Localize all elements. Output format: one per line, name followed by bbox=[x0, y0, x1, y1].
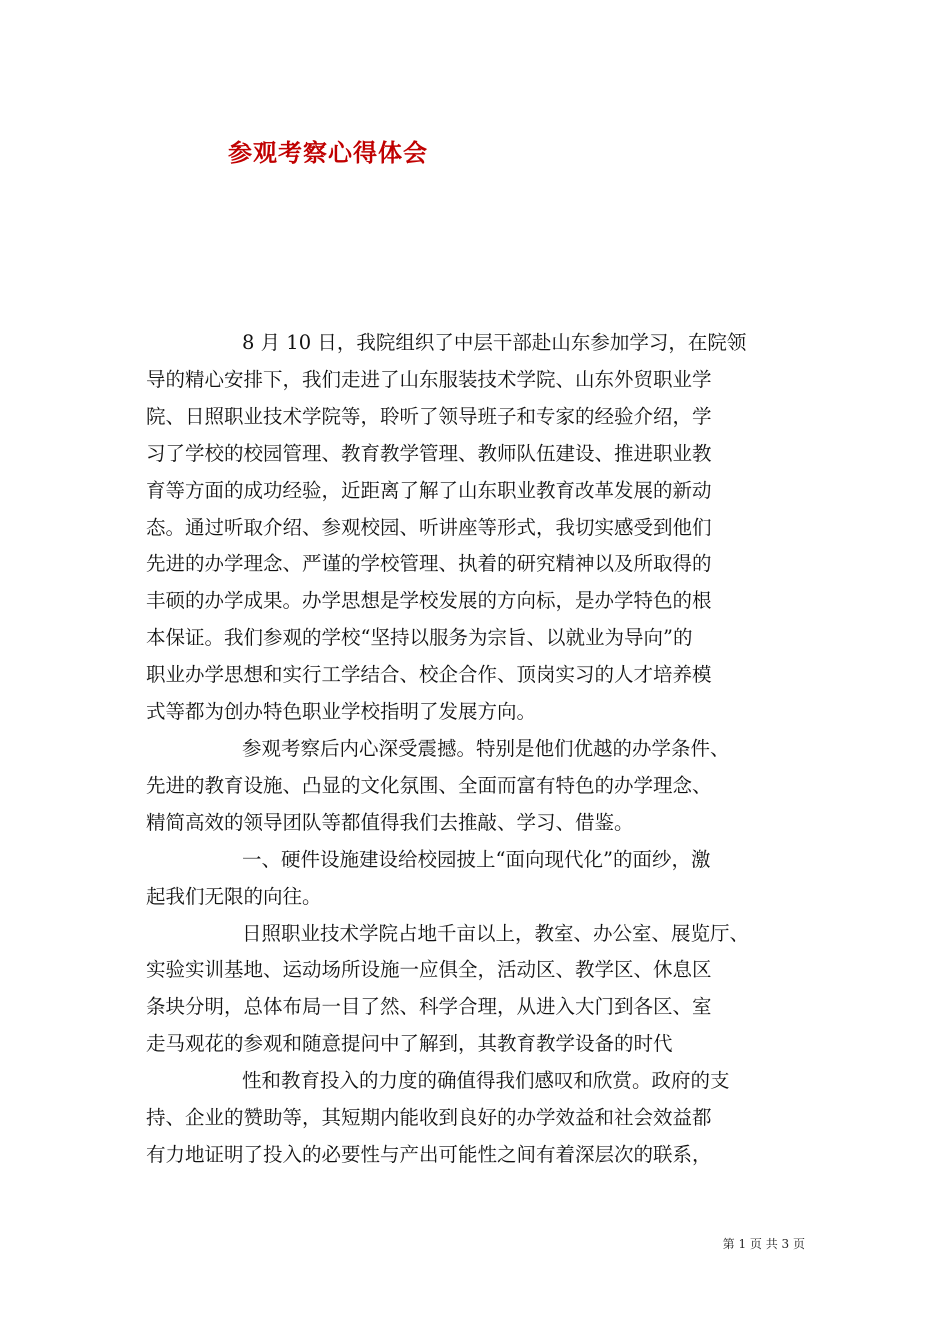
text-line: 职业办学思想和实行工学结合、校企合作、顶岗实习的人才培养模 bbox=[146, 663, 712, 687]
text-line: 院、日照职业技术学院等，聆听了领导班子和专家的经验介绍，学 bbox=[146, 404, 712, 428]
document-title: 参观考察心得体会 bbox=[228, 138, 428, 167]
text-line: 育等方面的成功经验，近距离了解了山东职业教育改革发展的新动 bbox=[146, 478, 712, 502]
text-line: 态。通过听取介绍、参观校园、听讲座等形式，我切实感受到他们 bbox=[146, 515, 712, 539]
text-line: 有力地证明了投入的必要性与产出可能性之间有着深层次的联系， bbox=[146, 1142, 712, 1166]
text-line: 先进的教育设施、凸显的文化氛围、全面而富有特色的办学理念、 bbox=[146, 773, 712, 797]
text-line: 8 月 10 日，我院组织了中层干部赴山东参加学习，在院领 bbox=[242, 331, 747, 354]
document-body bbox=[146, 325, 806, 1174]
text-line: 参观考察后内心深受震撼。特别是他们优越的办学条件、 bbox=[242, 736, 730, 760]
page-number-footer: 第 1 页 共 3 页 bbox=[722, 1237, 805, 1251]
text-line: 习了学校的校园管理、教育教学管理、教师队伍建设、推进职业教 bbox=[146, 441, 712, 465]
text-line: 走马观花的参观和随意提问中了解到，其教育教学设备的时代 bbox=[146, 1032, 673, 1056]
text-line: 起我们无限的向往。 bbox=[146, 884, 322, 908]
paragraph-5 bbox=[146, 1063, 806, 1174]
text-line: 精简高效的领导团队等都值得我们去推敲、学习、借鉴。 bbox=[146, 810, 634, 834]
text-line: 导的精心安排下，我们走进了山东服装技术学院、山东外贸职业学 bbox=[146, 367, 712, 391]
text-line: 式等都为创办特色职业学校指明了发展方向。 bbox=[146, 700, 537, 724]
paragraph-1 bbox=[146, 325, 806, 731]
text-line: 先进的办学理念、严谨的学校管理、执着的研究精神以及所取得的 bbox=[146, 552, 712, 576]
text-line: 持、企业的赞助等，其短期内能收到良好的办学效益和社会效益都 bbox=[146, 1106, 712, 1130]
text-line: 丰硕的办学成果。办学思想是学校发展的方向标，是办学特色的根 bbox=[146, 589, 712, 613]
paragraph-2 bbox=[146, 731, 806, 842]
text-line: 日照职业技术学院占地千亩以上，教室、办公室、展览厅、 bbox=[242, 921, 750, 945]
text-line: 性和教育投入的力度的确值得我们感叹和欣赏。政府的支 bbox=[242, 1069, 730, 1093]
paragraph-3 bbox=[146, 842, 806, 916]
text-line: 实验实训基地、运动场所设施一应俱全，活动区、教学区、休息区 bbox=[146, 958, 712, 982]
paragraph-4 bbox=[146, 916, 806, 1064]
text-line: 一、硬件设施建设给校园披上“面向现代化”的面纱，激 bbox=[242, 847, 711, 871]
text-line: 条块分明，总体布局一目了然、科学合理，从进入大门到各区、室 bbox=[146, 995, 712, 1019]
text-line: 本保证。我们参观的学校“坚持以服务为宗旨、以就业为导向”的 bbox=[146, 626, 693, 650]
